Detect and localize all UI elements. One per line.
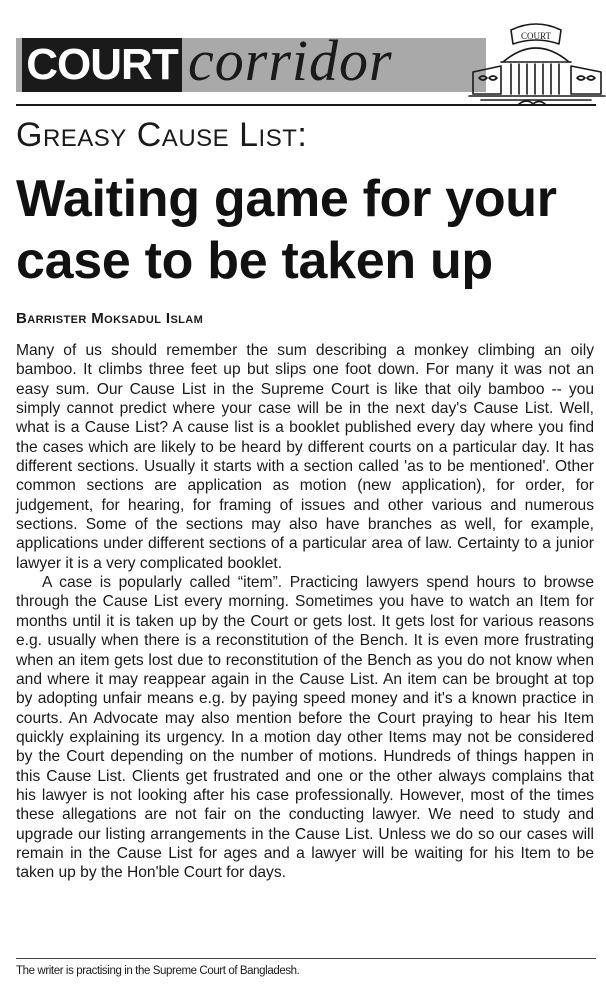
- courthouse-sketch-icon: [461, 20, 606, 105]
- article-headline: Waiting game for your case to be taken up: [16, 170, 557, 290]
- header-rule: [16, 104, 596, 106]
- article-paragraph: A case is popularly called “item”. Practicing lawyers spend hours to browse through the Cause List every morning. Sometimes you have to watch an Item for months until it is taken up by the Court or gets lost. It gets lost for various reasons e.g. usually when there is a reconstitution of the Bench. It is even more frustrating when an item gets lost due to reconstitution of the Bench as you do not know when and where it may reappear again in the Cause List. An item can be brought at top by adopting unfair means e.g. by paying speed money and it's a known practice in courts. An Advocate may also mention before the Court praying to hear his Item quickly explaining its urgency. In a motion day other Items may not be considered by the Court depending on the number of motions. Hundreds of things happen in this Cause List. Clients get frustrated and one or the other always complains that his lawyer is not looking after his case professionally. However, most of the times these allegations are not fair on the conducting lawyer. We need to study and upgrade our listing arrangements in the Cause List. Unless we do so our cases will remain in the Cause List for ages and a lawyer will be waiting for his Item to be taken up by the Hon'ble Court for days.: [16, 574, 594, 882]
- sketch-sign-text: COURT: [521, 31, 551, 41]
- article-kicker: Greasy Cause List:: [16, 116, 308, 154]
- column-banner: [16, 20, 606, 100]
- banner-court-label: COURT: [22, 38, 182, 92]
- article-body: [16, 341, 594, 883]
- banner-corridor-label: corridor: [188, 28, 393, 93]
- footnote-rule: [16, 958, 596, 959]
- article-byline: Barrister Moksadul Islam: [16, 310, 204, 327]
- article-footnote: The writer is practising in the Supreme Court of Bangladesh.: [16, 965, 300, 977]
- article-paragraph: Many of us should remember the sum describing a monkey climbing an oily bamboo. It climbs three feet up but slips one foot down. For many it was not an easy sum. Our Cause List in the Supreme Court is like that oily bamboo -- you simply cannot predict where your case will be in the next day's Cause List. Well, what is a Cause List? A cause list is a booklet published every day where you find the cases which are likely to be heard by different courts on a particular day. It has different sections. Usually it starts with a section called 'as to be mentioned'. Other common sections are application as motion (new application), for order, for judgement, for hearing, for framing of issues and other various and numerous sections. Some of the sections may also have branches as well, for example, applications under different sections of a particular area of law. Certainty to a junior lawyer it is a very complicated booklet.: [16, 342, 594, 572]
